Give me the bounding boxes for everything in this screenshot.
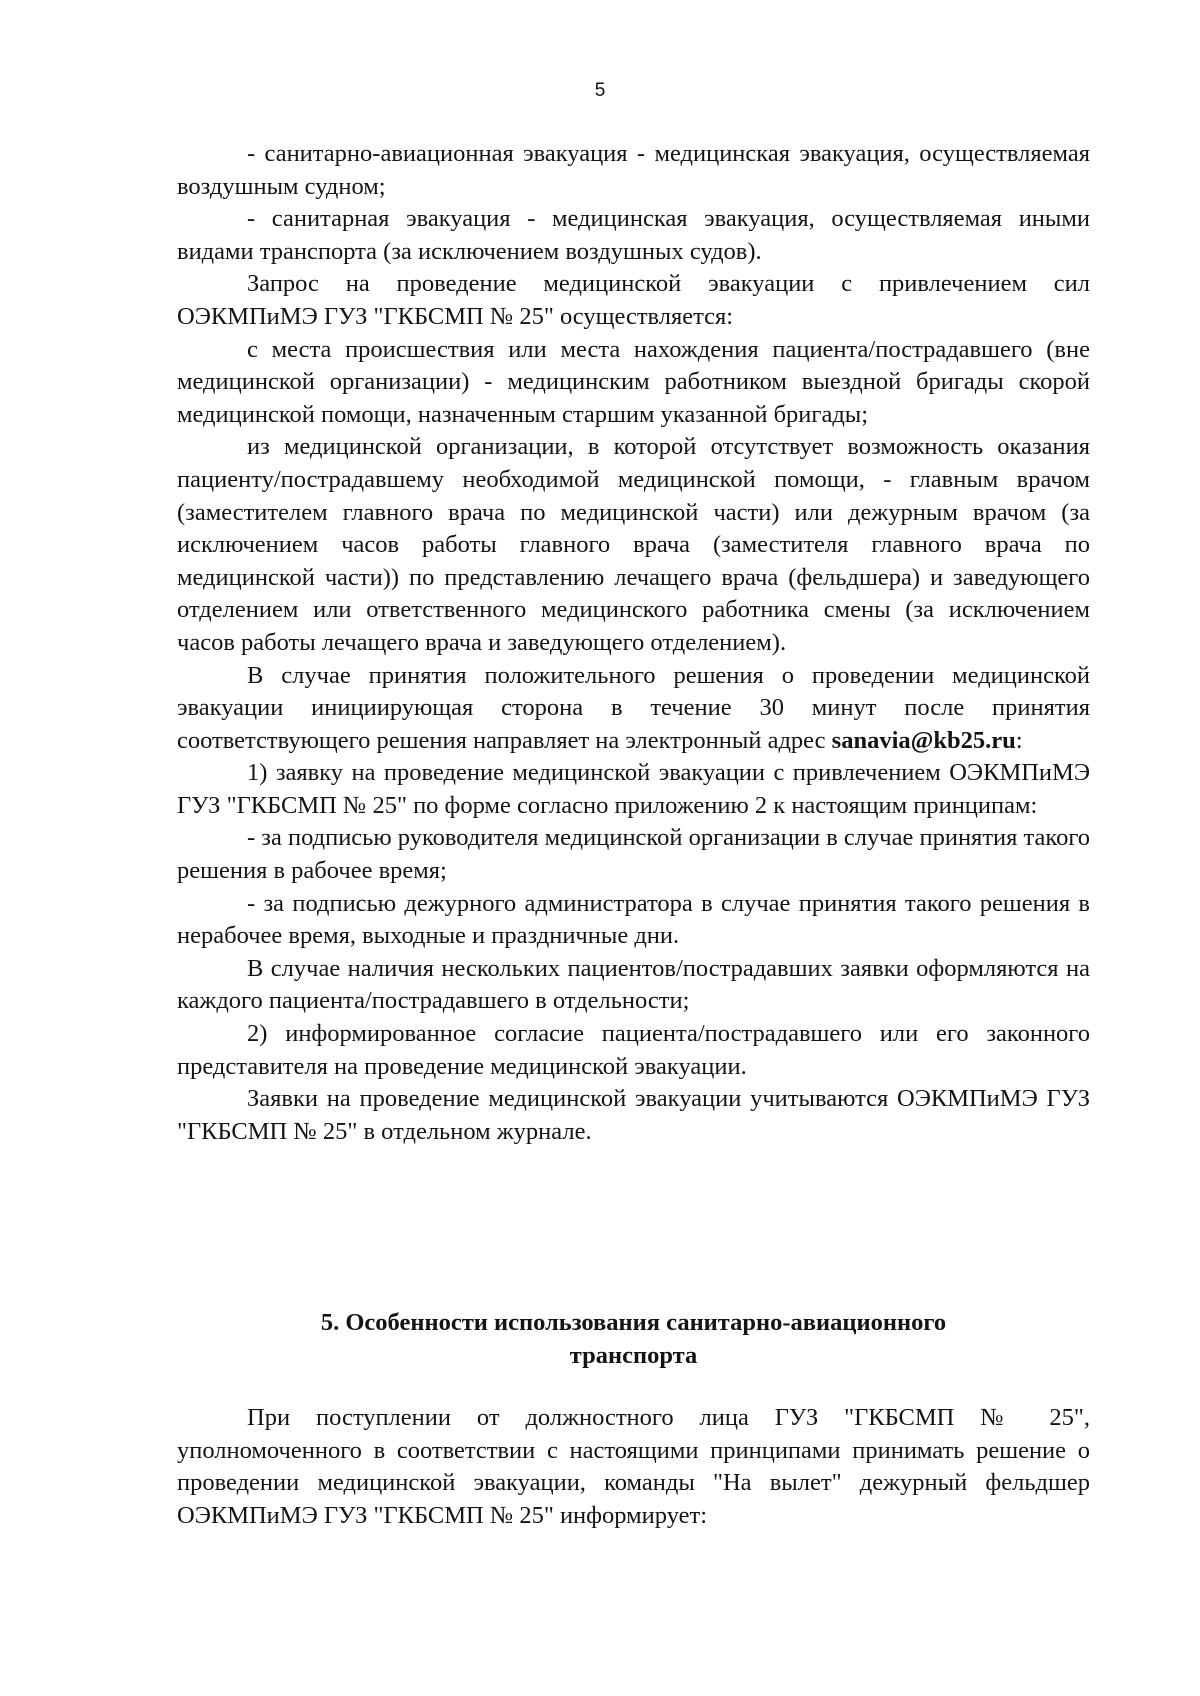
paragraph-item-1-request: 1) заявку на проведение медицинской эвакуации с привлечением ОЭКМПиМЭ ГУЗ "ГКБСМП № 25" по форме согласно приложению 2 к настоящим принципам: <box>177 759 1090 819</box>
paragraph-item-2-consent: 2) информированное согласие пациента/пострадавшего или его законного представителя на проведение медицинской эвакуации. <box>177 1020 1090 1080</box>
paragraph-multiple-patients: В случае наличия нескольких пациентов/пострадавших заявки оформляются на каждого пациента/пострадавшего в отдельности; <box>177 954 1090 1015</box>
paragraph-from-incident-site: с места происшествия или места нахождения пациента/пострадавшего (вне медицинской организации) - медицинским работником выездной бригады скорой медицинской помощи, назначенным старшим указанной бригады; <box>177 335 1090 428</box>
body-text <box>177 138 1090 1148</box>
paragraph-request-intro: Запрос на проведение медицинской эвакуации с привлечением сил ОЭКМПиМЭ ГУЗ "ГКБСМП № 25" осуществляется: <box>177 270 1090 330</box>
paragraph-from-medical-organization: из медицинской организации, в которой отсутствует возможность оказания пациенту/пострадавшему необходимой медицинской помощи, - главным врачом (заместителем главного врача по медицинской части) или дежурным врачом (за исключением часов работы главного врача (заместителя главного врача по медицинской части)) по представлению лечащего врача (фельдшера) и заведующего отделением или ответственного медицинского работника смены (за исключением часов работы лечащего врача и заведующего отделением). <box>177 433 1090 656</box>
paragraph-journal: Заявки на проведение медицинской эвакуации учитываются ОЭКМПиМЭ ГУЗ "ГКБСМП № 25" в отдельном журнале. <box>177 1085 1090 1145</box>
paragraph-positive-decision <box>177 660 1090 758</box>
section-heading-line-1: 5. Особенности использования санитарно-авиационного <box>320 1309 947 1336</box>
paragraph-flight-command: При поступлении от должностного лица ГУЗ "ГКБСМП № 25", уполномоченного в соответствии с настоящими принципами принимать решение о проведении медицинской эвакуации, команды "На вылет" дежурный фельдшер ОЭКМПиМЭ ГУЗ "ГКБСМП № 25" информирует: <box>177 1404 1090 1529</box>
email-address[interactable]: sanavia@kb25.ru <box>831 726 1016 754</box>
paragraph-air-evacuation: - санитарно-авиационная эвакуация - медицинская эвакуация, осуществляемая воздушным судном; <box>177 140 1090 200</box>
paragraph-sanitary-evacuation: - санитарная эвакуация - медицинская эвакуация, осуществляемая иными видами транспорта (за исключением воздушных судов). <box>177 205 1090 265</box>
closing-text <box>177 1402 1090 1532</box>
decision-suffix: : <box>1015 726 1023 754</box>
paragraph-signature-working-hours: - за подписью руководителя медицинской организации в случае принятия такого решения в рабочее время; <box>177 824 1091 885</box>
section-heading <box>177 1306 1090 1372</box>
decision-text: В случае принятия положительного решения о проведении медицинской эвакуации инициирующая сторона в течение 30 минут после принятия соответствующего решения направляет на электронный адрес <box>177 661 1090 754</box>
section-heading-line-2: транспорта <box>569 1342 698 1369</box>
paragraph-signature-off-hours: - за подписью дежурного администратора в случае принятия такого решения в нерабочее время, выходные и праздничные дни. <box>177 889 1090 950</box>
page-number: 5 <box>594 80 606 101</box>
